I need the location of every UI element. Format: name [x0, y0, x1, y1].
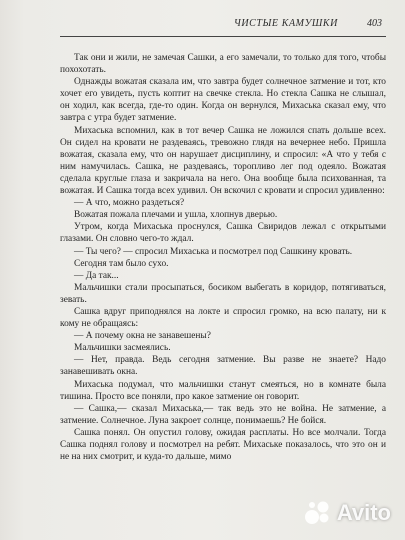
paragraph: Мальчишки засмеялись. [74, 343, 171, 354]
page-body [60, 52, 386, 463]
watermark-brand: Avito [336, 500, 391, 525]
paragraph: — Да так... [74, 270, 119, 281]
avito-logo-icon [303, 498, 333, 528]
paragraph: — Нет, правда. Ведь сегодня затмение. Вы разве не знаете? Надо занавешивать окна. [60, 355, 386, 378]
paragraph: Сашка понял. Он опустил голову, ожидая расплаты. Но все молчали. Тогда Сашка поднял голову и посмотрел на ребят. Михаське показалось, что это он и не на них смотрит, и куда-то дальше, мимо [60, 427, 386, 463]
paragraph: — А что, можно раздеться? [74, 198, 185, 209]
paragraph: Вожатая пожала плечами и ушла, хлопнув дверью. [74, 210, 278, 221]
paragraph: Сашка вдруг приподнялся на локте и спросил громко, на всю палату, ни к кому не обращаясь: [60, 306, 386, 330]
running-title: ЧИСТЫЕ КАМУШКИ [233, 18, 338, 29]
paragraph: Михаська вспомнил, как в тот вечер Сашка не ложился спать дольше всех. Он сидел на кровати не раздеваясь, тревожно глядя на вечернее небо. Пришла вожатая, сказала ему, что он нарушает дисциплину, и спросил: «А что у тебя с ним намучилась. Сашка, не раздеваясь, торопливо лег под одеяло. Вожатая сделала круглые глаза и закричала на него. Она вообще была психованная, та вожатая. И Сашка тогда всех удивил. Он вскочил с кровати и спросил удивленно: [60, 125, 386, 197]
paragraph: — Ты чего? — спросил Михаська и посмотрел под Сашкину кровать. [74, 246, 353, 257]
header-rule [60, 36, 386, 37]
avito-watermark [303, 498, 391, 528]
paragraph: — Сашка,— сказал Михаська,— так ведь это не война. Не затмение, а затмение. Солнечное. Луна закроет солнце, понимаешь? Не бойся. [60, 403, 386, 426]
paragraph: Михаська подумал, что мальчишки станут смеяться, но в комнате была тишина. Просто все поняли, про какое затмение он говорит. [60, 379, 386, 402]
paragraph: Мальчишки стали просыпаться, босиком выбегать в коридор, потягиваться, зевать. [60, 282, 386, 305]
page-number: 403 [367, 18, 382, 29]
paragraph: — А почему окна не занавешены? [74, 331, 211, 342]
page-header [60, 18, 386, 34]
paragraph: Так они и жили, не замечая Сашки, а его замечали, то только для того, чтобы похохотать. [60, 53, 386, 76]
paragraph: Сегодня там было сухо. [74, 258, 169, 269]
paragraph: Утром, когда Михаська проснулся, Сашка Свиридов лежал с открытыми глазами. Он словно чего-то ждал. [60, 222, 386, 245]
paragraph: Однажды вожатая сказала им, что завтра будет солнечное затмение и тот, кто хочет его увидеть, пусть коптит на свечке стекла. Но стекла Сашка не слышал, он ходил, как всегда, где-то один. Когда он вернулся, Михаська сказал ему, что завтра с утра будет затмение. [60, 77, 386, 124]
